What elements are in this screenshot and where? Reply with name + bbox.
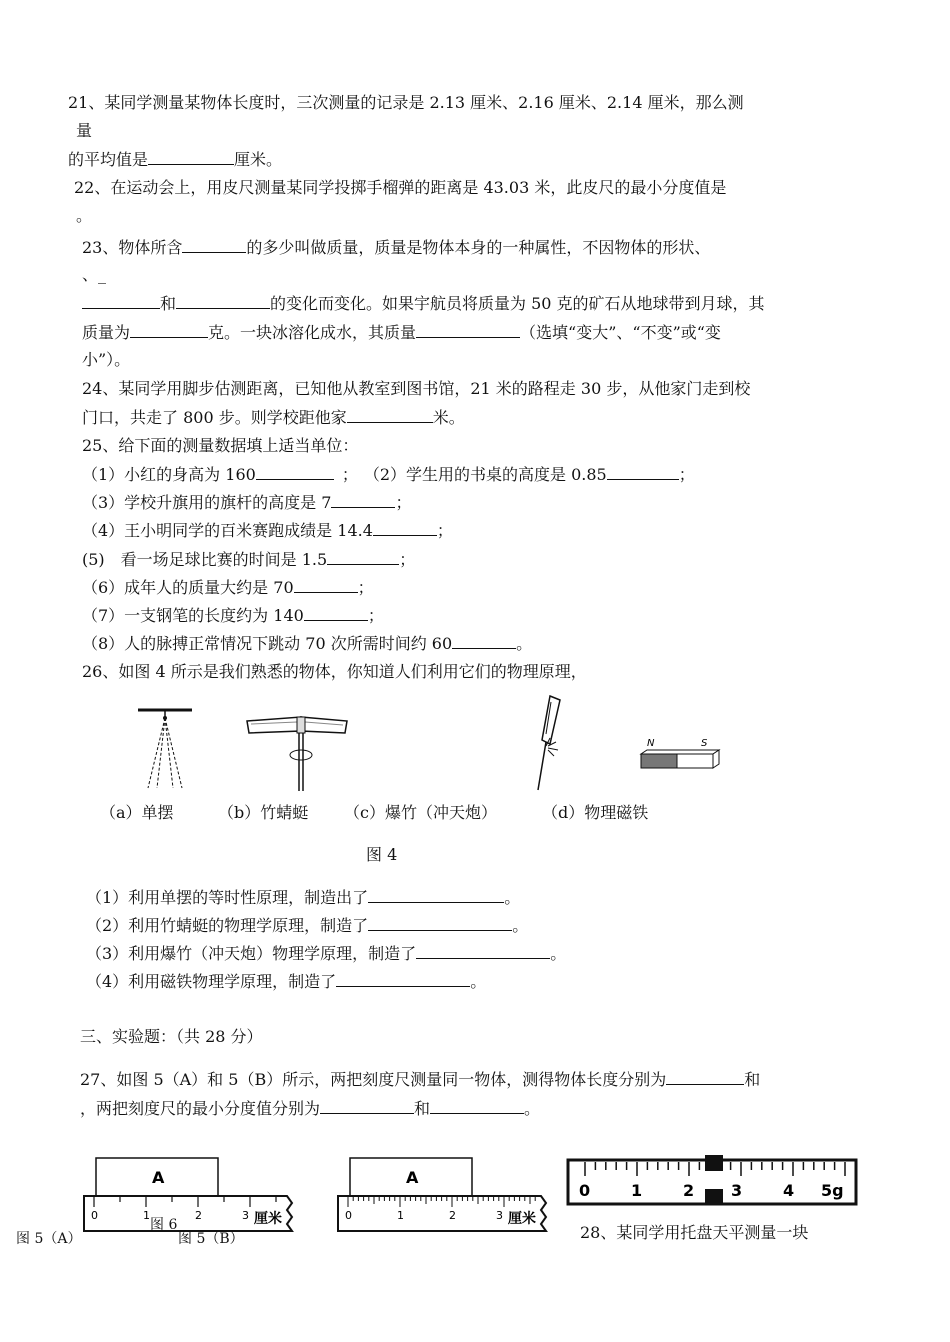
q26-period: 。 (470, 972, 487, 991)
q26-intro: 26、如图 4 所示是我们熟悉的物体，你知道人们利用它们的物理原理， (82, 662, 587, 681)
q23-line1 (82, 236, 710, 259)
ruler-5b-figure (336, 1155, 551, 1235)
q22-line1: 22、在运动会上，用皮尺测量某同学投掷手榴弹的距离是 43.03 米，此皮尺的最小分度值是 (74, 178, 727, 197)
q27-blank-1[interactable] (666, 1068, 744, 1085)
q26-period: 。 (512, 916, 529, 935)
q21-line1: 21、某同学测量某物体长度时，三次测量的记录是 2.13 厘米、2.16 厘米、2.14 厘米，那么测 (68, 93, 744, 112)
q25-blank-4[interactable] (373, 519, 437, 536)
q27-line2 (80, 1097, 540, 1120)
q25-semicolon: ； (357, 578, 374, 597)
q25-blank-7[interactable] (304, 604, 368, 621)
q23-blank-5[interactable] (416, 321, 520, 338)
q27-text-e: 。 (524, 1099, 541, 1118)
q23-text-e: 质量为 (82, 323, 131, 342)
q23-line2: 、_ (82, 265, 107, 284)
pendulum-figure (130, 706, 200, 796)
q23-text-a: 23、物体所含 (82, 238, 183, 257)
q26-period: 。 (504, 888, 521, 907)
q22-line2: 。 (76, 206, 93, 225)
q25-blank-3[interactable] (331, 491, 395, 508)
q25-item-2: （2）学生用的书桌的高度是 0.85 (371, 465, 607, 484)
q25-item-8 (82, 632, 532, 655)
q25-semicolon: ； (399, 550, 416, 569)
caption-firecracker: （c）爆竹（冲天炮） (344, 803, 497, 822)
scale-tick-3: 3 (731, 1181, 743, 1200)
scale-tick-4: 4 (783, 1181, 795, 1200)
q25-blank-5[interactable] (327, 548, 399, 565)
q26-period: 。 (550, 944, 567, 963)
q25-item-5-text: (5) 看一场足球比赛的时间是 1.5 (82, 550, 328, 569)
ruler-tick-label-0: 0 (345, 1209, 352, 1222)
q25-blank-2[interactable] (607, 463, 679, 480)
q24-text: 门口，共走了 800 步。则学校距他家 (82, 408, 347, 427)
q25-item-7-text: （7）一支钢笔的长度约为 140 (82, 606, 304, 625)
q25-semicolon: ； (395, 493, 412, 512)
q27-text-a: 27、如图 5（A）和 5（B）所示，两把刻度尺测量同一物体，测得物体长度分别为 (80, 1070, 667, 1089)
ruler-tick-label-0: 0 (91, 1209, 98, 1222)
q25-blank-6[interactable] (294, 576, 358, 593)
scale-tick-2: 2 (683, 1181, 695, 1200)
q26-answer-3 (86, 942, 566, 965)
ruler-5a-figure (82, 1155, 297, 1235)
q24-line2 (82, 406, 465, 429)
q24-unit: 米。 (432, 408, 465, 427)
q25-blank-8[interactable] (452, 632, 516, 649)
q21-answer-blank[interactable] (148, 148, 234, 165)
q27-blank-3[interactable] (430, 1097, 524, 1114)
q25-item-3-text: （3）学校升旗用的旗杆的高度是 7 (82, 493, 332, 512)
figure-5a-label: 图 5（A） (16, 1231, 82, 1247)
q23-text-d: 的变化而变化。如果宇航员将质量为 50 克的矿石从地球带到月球，其 (270, 294, 765, 313)
q25-item-1: （1）小红的身高为 160 (82, 465, 256, 484)
balance-scale-figure (565, 1152, 860, 1212)
q25-item-4 (82, 519, 453, 542)
q27-line1 (80, 1068, 760, 1091)
q24-answer-blank[interactable] (347, 406, 433, 423)
figure-6-label: 图 6 (150, 1217, 178, 1233)
q23-line3 (82, 292, 765, 315)
section-3-title: 三、实验题：（共 28 分） (80, 1027, 263, 1046)
q25-blank-1[interactable] (256, 463, 334, 480)
q25-end-2: ； (678, 465, 695, 484)
caption-bamboo-dragonfly: （b）竹蜻蜓 (218, 803, 309, 822)
q25-item-7 (82, 604, 384, 627)
q26-answer-4 (86, 970, 486, 993)
q26-a3-text: （3）利用爆竹（冲天炮）物理学原理，制造了 (86, 944, 417, 963)
q26-a4-text: （4）利用磁铁物理学原理，制造了 (86, 972, 337, 991)
q21-line3 (68, 148, 282, 171)
q21-text: 的平均值是 (68, 150, 149, 169)
ruler-tick-label-1: 1 (143, 1209, 150, 1222)
q23-line4 (82, 321, 721, 344)
q23-line5: 小”）。 (82, 350, 131, 369)
ruler-tick-label-3: 3 (242, 1209, 249, 1222)
figure-4-label: 图 4 (366, 845, 398, 864)
scale-tick-5g: 5g (821, 1181, 844, 1200)
q23-text-b: 的多少叫做质量，质量是物体本身的一种属性，不因物体的形状、 (246, 238, 711, 257)
scale-tick-1: 1 (631, 1181, 643, 1200)
q26-answer-2 (86, 914, 528, 937)
q27-text-d: 和 (414, 1099, 431, 1118)
q23-blank-3[interactable] (176, 292, 270, 309)
caption-pendulum: （a）单摆 (100, 803, 174, 822)
q21-line2: 量 (76, 121, 93, 140)
ruler-unit-label: 厘米 (254, 1211, 282, 1227)
rider-weight-bottom (705, 1189, 723, 1205)
ruler-tick-label-2: 2 (195, 1209, 202, 1222)
q27-text-c: ，两把刻度尺的最小分度值分别为 (80, 1099, 321, 1118)
q25-semicolon: ； (436, 521, 453, 540)
q26-blank-1[interactable] (368, 886, 504, 903)
bamboo-dragonfly-figure (245, 713, 350, 793)
q25-semicolon: ； (367, 606, 384, 625)
magnet-s-label: S (701, 738, 708, 749)
q24-line1: 24、某同学用脚步估测距离，已知他从教室到图书馆，21 米的路程走 30 步，从他家门走到校 (82, 379, 751, 398)
bar-magnet-figure (635, 736, 725, 776)
block-a-label: A (406, 1168, 419, 1187)
q23-blank-2[interactable] (82, 292, 160, 309)
q25-period: 。 (516, 634, 533, 653)
q25-item-4-text: （4）王小明同学的百米赛跑成绩是 14.4 (82, 521, 373, 540)
q23-text-g: （选填“变大”、“不变”或“变 (520, 323, 721, 342)
figure-5b-label: 图 5（B） (178, 1231, 244, 1247)
q25-title: 25、给下面的测量数据填上适当单位： (82, 436, 359, 455)
q25-item-1-2 (82, 463, 695, 486)
magnet-n-label: N (647, 738, 655, 749)
block-a-label: A (152, 1168, 165, 1187)
q26-a1-text: （1）利用单摆的等时性原理，制造出了 (86, 888, 369, 907)
q26-a2-text: （2）利用竹蜻蜓的物理学原理，制造了 (86, 916, 369, 935)
q23-text-c: 和 (160, 294, 177, 313)
firecracker-figure (520, 694, 580, 794)
scale-tick-0: 0 (579, 1181, 591, 1200)
q25-item-3 (82, 491, 411, 514)
q25-item-6 (82, 576, 374, 599)
caption-magnet: （d）物理磁铁 (542, 803, 649, 822)
q28-line1: 28、某同学用托盘天平测量一块 (580, 1223, 809, 1242)
rider-weight-top (705, 1155, 723, 1171)
q23-blank-1[interactable] (182, 236, 246, 253)
ruler-unit-label: 厘米 (508, 1211, 536, 1227)
q25-item-8-text: （8）人的脉搏正常情况下跳动 70 次所需时间约 60 (82, 634, 453, 653)
q21-unit: 厘米。 (234, 150, 283, 169)
q25-sep: ； (341, 465, 358, 484)
q26-blank-3[interactable] (416, 942, 550, 959)
ruler-tick-label-1: 1 (397, 1209, 404, 1222)
q26-blank-4[interactable] (336, 970, 470, 987)
q27-blank-2[interactable] (320, 1097, 414, 1114)
q26-blank-2[interactable] (368, 914, 512, 931)
q23-text-f: 克。一块冰溶化成水，其质量 (208, 323, 417, 342)
q26-answer-1 (86, 886, 520, 909)
q25-item-5 (82, 548, 415, 571)
q25-item-6-text: （6）成年人的质量大约是 70 (82, 578, 294, 597)
ruler-tick-label-3: 3 (496, 1209, 503, 1222)
q27-text-b: 和 (744, 1070, 761, 1089)
q23-blank-4[interactable] (130, 321, 208, 338)
ruler-tick-label-2: 2 (449, 1209, 456, 1222)
